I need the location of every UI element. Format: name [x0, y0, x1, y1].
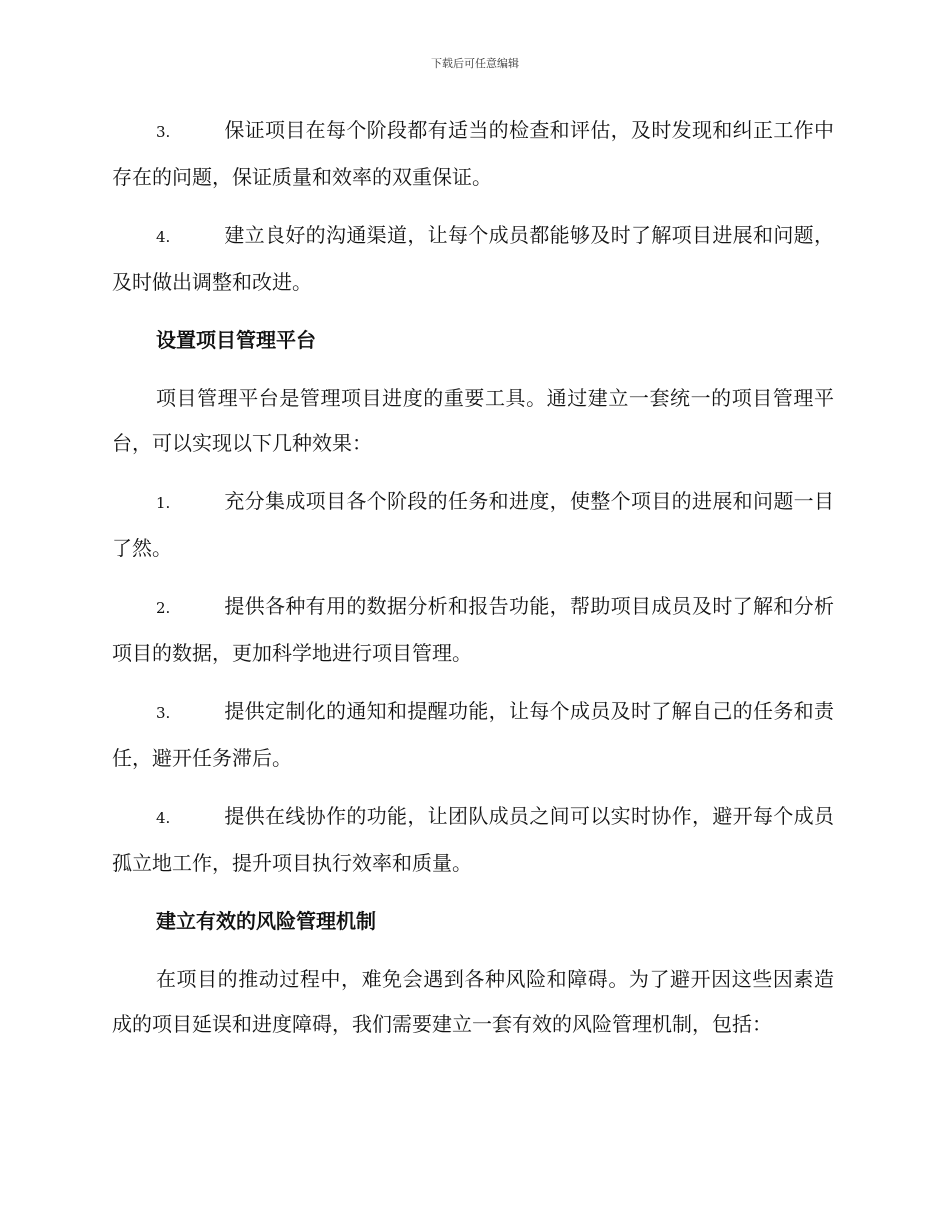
page-header: 下载后可任意编辑: [431, 57, 519, 70]
list-item-text: 提供各种有用的数据分析和报告功能，帮助项目成员及时了解和分析项目的数据，更加科学地进行项目管理。: [112, 594, 834, 665]
document-body: [112, 108, 834, 1060]
list-number: 4.: [156, 228, 171, 246]
list-item-text: 充分集成项目各个阶段的任务和进度，使整个项目的进展和问题一目了然。: [112, 489, 834, 560]
body-paragraph: 项目管理平台是管理项目进度的重要工具。通过建立一套统一的项目管理平台，可以实现以下几种效果：: [112, 386, 834, 455]
body-paragraph: 在项目的推动过程中，难免会遇到各种风险和障碍。为了避开因这些因素造成的项目延误和进度障碍，我们需要建立一套有效的风险管理机制，包括：: [112, 967, 834, 1036]
list-item: [112, 479, 834, 571]
section-heading: 建立有效的风险管理机制: [156, 909, 376, 933]
list-item-text: 保证项目在每个阶段都有适当的检查和评估，及时发现和纠正工作中存在的问题，保证质量和效率的双重保证。: [112, 118, 834, 189]
list-number: 3.: [156, 123, 171, 141]
list-number: 2.: [156, 599, 171, 617]
list-item: [112, 213, 834, 305]
list-item-text: 建立良好的沟通渠道，让每个成员都能够及时了解项目进展和问题，及时做出调整和改进。: [112, 223, 834, 294]
list-item: [112, 794, 834, 886]
list-number: 4.: [156, 809, 171, 827]
list-number: 3.: [156, 704, 171, 722]
section-heading: 设置项目管理平台: [156, 328, 316, 352]
list-item: [112, 689, 834, 781]
list-item-text: 提供在线协作的功能，让团队成员之间可以实时协作，避开每个成员孤立地工作，提升项目执行效率和质量。: [112, 804, 834, 875]
list-item: [112, 108, 834, 200]
list-item-text: 提供定制化的通知和提醒功能，让每个成员及时了解自己的任务和责任，避开任务滞后。: [112, 699, 834, 770]
list-number: 1.: [156, 494, 171, 512]
list-item: [112, 584, 834, 676]
